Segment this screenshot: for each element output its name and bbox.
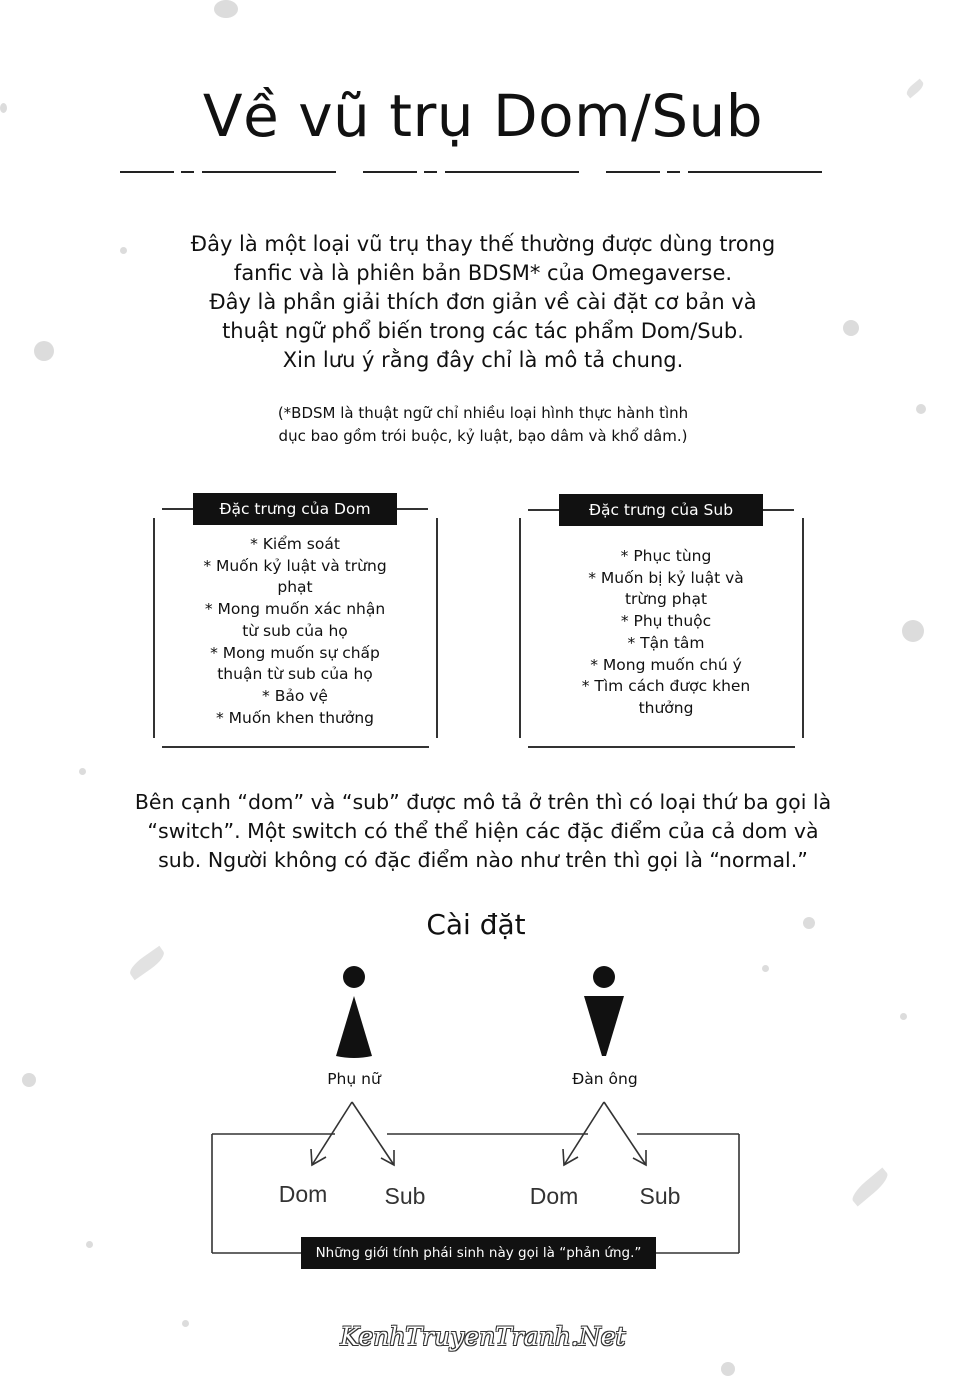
trait-line: * Tìm cách được khen: [581, 677, 751, 696]
trait-line: * Muốn kỷ luật và trừng: [203, 556, 387, 575]
page-title: Về vũ trụ Dom/Sub: [202, 82, 764, 150]
site-watermark: KenhTruyenTranh.Net: [340, 1322, 626, 1351]
intro-line: Đây là phần giải thích đơn giản về cài đặt cơ bản và: [209, 290, 757, 314]
trait-line: * Phục tùng: [620, 547, 712, 565]
dom-box-label: Đặc trưng của Dom: [193, 493, 397, 525]
trait-line: * Tận tâm: [627, 633, 705, 652]
trait-line: từ sub của họ: [242, 621, 348, 640]
intro-line: fanfic và là phiên bản BDSM* của Omegaverse.: [233, 261, 733, 285]
intro-line: Đây là một loại vũ trụ thay thế thường được dùng trong: [190, 232, 776, 256]
trait-line: thuận từ sub của họ: [217, 665, 373, 684]
trait-line: phạt: [277, 578, 313, 597]
settings-heading: Cài đặt: [426, 908, 526, 941]
paragraph-line: Bên cạnh “dom” và “sub” được mô tả ở trên thì có loại thứ ba gọi là: [134, 790, 832, 814]
intro-line: thuật ngữ phổ biến trong các tác phẩm Dom/Sub.: [222, 319, 744, 343]
footnote-line: dục bao gồm trói buộc, kỷ luật, bạo dâm và khổ dâm.): [278, 427, 688, 445]
male-label: Đàn ông: [572, 1070, 638, 1088]
female-label: Phụ nữ: [327, 1070, 381, 1088]
trait-line: * Mong muốn chú ý: [590, 655, 742, 674]
male-sub-label: Sub: [639, 1183, 681, 1209]
male-dom-label: Dom: [529, 1183, 579, 1209]
trait-line: * Bảo vệ: [262, 686, 328, 705]
footnote-line: (*BDSM là thuật ngữ chỉ nhiều loại hình thực hành tình: [277, 404, 689, 422]
female-dom-label: Dom: [278, 1181, 328, 1207]
trait-line: * Muốn khen thưởng: [215, 708, 375, 727]
intro-line: Xin lưu ý rằng đây chỉ là mô tả chung.: [282, 348, 684, 372]
trait-line: * Muốn bị kỷ luật và: [588, 568, 744, 587]
female-sub-label: Sub: [384, 1183, 426, 1209]
trait-line: * Phụ thuộc: [620, 612, 712, 631]
trait-line: thưởng: [638, 698, 694, 717]
reaction-caption: Những giới tính phái sinh này gọi là “phản ứng.”: [301, 1237, 656, 1269]
trait-line: trừng phạt: [624, 590, 708, 609]
paragraph-line: sub. Người không có đặc điểm nào như trên thì gọi là “normal.”: [158, 848, 808, 872]
paragraph-line: “switch”. Một switch có thể thể hiện các đặc điểm của cả dom và: [147, 819, 819, 843]
sub-box-label: Đặc trưng của Sub: [559, 494, 763, 526]
trait-line: * Mong muốn xác nhận: [204, 600, 386, 619]
trait-line: * Kiểm soát: [250, 535, 340, 553]
trait-line: * Mong muốn sự chấp: [210, 643, 380, 662]
